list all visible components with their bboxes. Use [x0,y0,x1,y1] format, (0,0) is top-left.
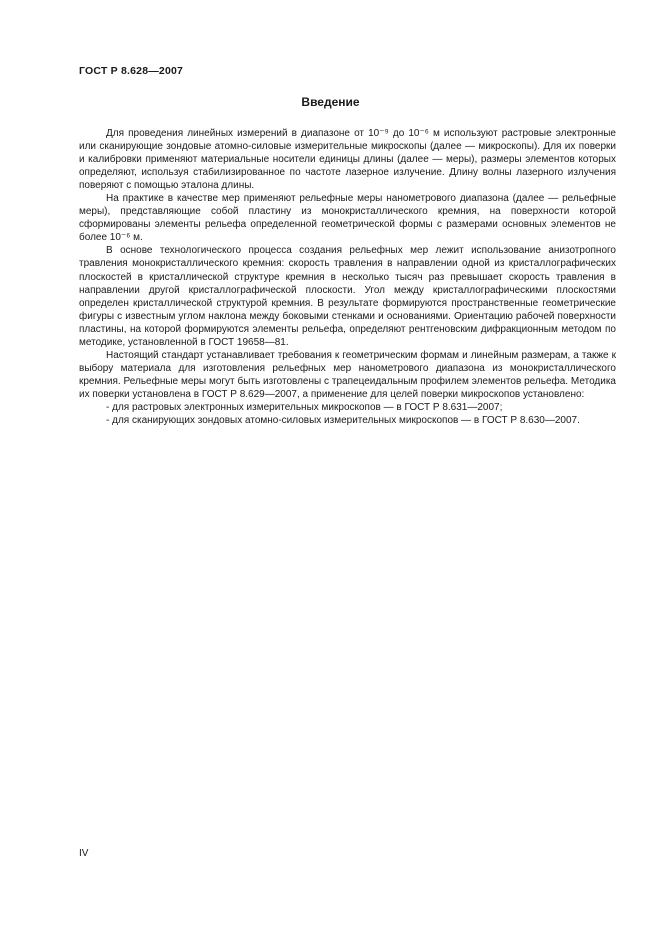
list-item: - для растровых электронных измерительных микроскопов — в ГОСТ Р 8.631—2007; [106,401,503,413]
paragraph: Для проведения линейных измерений в диапазоне от 10⁻⁹ до 10⁻⁶ м используют растровые электронные или сканирующие зондовые атомно-силовые измерительные микроскопы (далее — микроскопы). Для их поверки и калибровки применяют материальные носители единицы длины (далее — меры), размеры элементов которых определяют, используя стабилизированное по частоте лазерное излучение. Длину волны лазерного излучения поверяют с помощью эталона длины. [79,128,616,192]
document-header: ГОСТ Р 8.628—2007 [79,65,184,77]
section-title: Введение [301,95,360,109]
paragraph: На практике в качестве мер применяют рельефные меры нанометрового диапазона (далее — рельефные меры), представляющие собой пластину из монокристаллического кремния, на поверхности которой сформированы элементы рельефа определенной геометрической формы с размерами основных элементов не более 10⁻⁶ м. [79,193,616,244]
list-item: - для сканирующих зондовых атомно-силовых измерительных микроскопов — в ГОСТ Р 8.630—2007. [106,415,580,427]
body-text [79,127,616,427]
page-number: IV [79,848,89,859]
paragraph: В основе технологического процесса создания рельефных мер лежит использование анизотропного травления монокристаллического кремния: скорость травления в направлении одной из кристаллографических плоскостей в кристаллической структуре кремния в несколько тысяч раз превышает скорость травления в направлении другой кристаллографической плоскости. Угол между кристаллографическими плоскостями определен кристаллической структурой кремния. В результате формируются пространственные геометрические фигуры с известным углом наклона между боковыми стенками и основаниями. Ориентацию рабочей поверхности пластины, на которой формируются элементы рельефа, определяют рентгеновским дифракционным методом по методике, установленной в ГОСТ 19658—81. [79,245,616,348]
paragraph: Настоящий стандарт устанавливает требования к геометрическим формам и линейным размерам, а также к выбору материала для изготовления рельефных мер нанометрового диапазона из монокристаллического кремния. Рельефные меры могут быть изготовлены с трапецеидальным профилем элементов рельефа. Методика их поверки установлена в ГОСТ Р 8.629—2007, а применение для целей поверки микроскопов установлено: [79,349,616,400]
